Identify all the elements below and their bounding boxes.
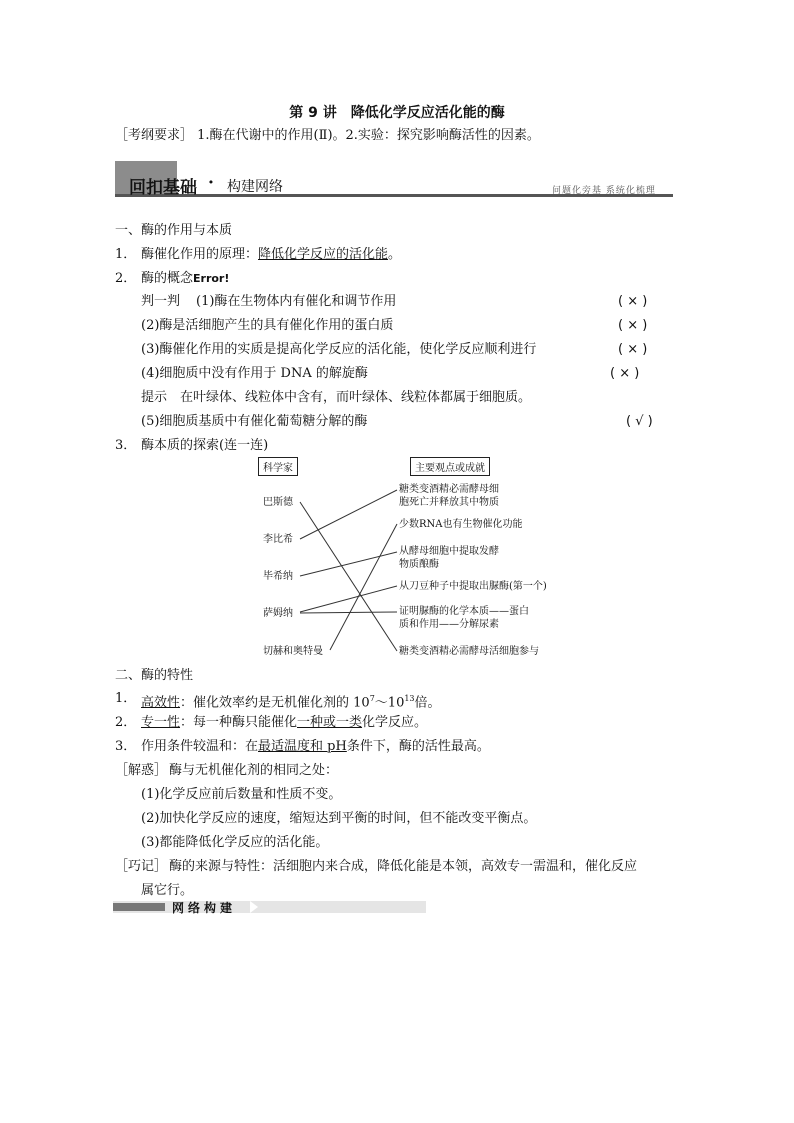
banner-title: 回扣基础 xyxy=(129,178,197,198)
s1-p2-num: 2． xyxy=(115,271,137,286)
s1-p3-text: 酶本质的探索(连一连) xyxy=(141,438,269,453)
link-buchner xyxy=(300,552,397,576)
network-bar-accent xyxy=(113,903,165,911)
view-line: 糖类变酒精必需酵母活细胞参与 xyxy=(399,646,539,657)
view-line: 从刀豆种子中提取出脲酶(第一个) xyxy=(399,581,547,592)
view-line: 证明脲酶的化学本质——蛋白 xyxy=(399,606,529,617)
judge-item-1: (1)酶在生物体内有催化和调节作用 xyxy=(196,294,397,309)
judge-item-3: (3)酶催化作用的实质是提高化学反应的活化能，使化学反应顺利进行 xyxy=(141,342,537,357)
s2-p1 xyxy=(141,690,441,712)
s1-p1-num: 1． xyxy=(115,247,137,262)
s2-p2-num: 2． xyxy=(115,715,137,730)
s2-p2-answer: 专一性 xyxy=(141,715,181,730)
qiaoji-label: ［巧记］ xyxy=(115,859,168,874)
link-sumner-1 xyxy=(300,586,397,612)
chevron-right-icon xyxy=(250,901,258,913)
s1-p2-text: 酶的概念 xyxy=(141,271,194,286)
s2-p3-num: 3． xyxy=(115,739,137,754)
link-liebig xyxy=(300,490,397,539)
judge-item-5: (5)细胞质基质中有催化葡萄糖分解的酶 xyxy=(141,414,368,429)
banner-tagline: 问题化旁基 系统化梳理 xyxy=(552,186,656,196)
page-title: 第 9 讲 降低化学反应活化能的酶 xyxy=(289,105,505,121)
banner-dot: · xyxy=(208,173,214,193)
scientist-buchner: 毕希纳 xyxy=(263,571,293,582)
diagram-right-header: 主要观点或成就 xyxy=(410,457,490,476)
view-line: 少数RNA也有生物催化功能 xyxy=(399,519,523,530)
s1-p1-text: 酶催化作用的原理： xyxy=(141,247,259,262)
qiaoji-line-2: 属它行。 xyxy=(141,883,194,898)
judge-item-2: (2)酶是活细胞产生的具有催化作用的蛋白质 xyxy=(141,318,394,333)
view-line: 从酵母细胞中提取发酵 xyxy=(399,546,499,557)
hint-text: 提示 在叶绿体、线粒体中含有，而叶绿体、线粒体都属于细胞质。 xyxy=(141,390,532,405)
s1-p3-num: 3． xyxy=(115,438,137,453)
banner-subtitle: 构建网络 xyxy=(227,179,283,195)
judge-label: 判一判 xyxy=(141,294,181,309)
network-label: 网络构建 xyxy=(172,901,237,915)
diagram-left-header: 科学家 xyxy=(258,457,298,476)
link-pasteur xyxy=(300,502,397,651)
qiaoji-line-1: 酶的来源与特性：活细胞内来合成，降低化能是本领，高效专一需温和，催化反应 xyxy=(169,859,638,874)
view-line: 胞死亡并释放其中物质 xyxy=(399,497,499,508)
s2-p1-num: 1． xyxy=(115,691,137,706)
view-line: 质和作用——分解尿素 xyxy=(399,619,499,630)
s2-p3 xyxy=(141,738,490,756)
judge-mark-3: ( × ) xyxy=(618,342,648,357)
jiehuo-label: ［解惑］ xyxy=(115,763,168,778)
s2-p1-exp2: 13 xyxy=(404,694,415,703)
section-1-heading: 一、酶的作用与本质 xyxy=(115,223,233,238)
judge-mark-2: ( × ) xyxy=(618,318,648,333)
jiehuo-item-3: (3)都能降低化学反应的活化能。 xyxy=(141,835,329,850)
s2-p1-end: 倍。 xyxy=(414,695,441,711)
jiehuo-item-2: (2)加快化学反应的速度，缩短达到平衡的时间，但不能改变平衡点。 xyxy=(141,811,537,826)
jiehuo-text: 酶与无机催化剂的相同之处： xyxy=(169,763,339,778)
link-cech-altman xyxy=(330,524,397,650)
scientist-liebig: 李比希 xyxy=(263,534,293,545)
link-sumner-2 xyxy=(300,612,397,613)
s2-p1-text: ：催化效率约是无机催化剂的 10 xyxy=(180,695,370,711)
view-line: 物质酿酶 xyxy=(399,559,439,570)
s2-p2-end: 化学反应。 xyxy=(362,715,428,730)
view-line: 糖类变酒精必需酵母细 xyxy=(399,484,499,495)
s2-p1-exp1: 7 xyxy=(369,694,375,703)
judge-item-4: (4)细胞质中没有作用于 DNA 的解旋酶 xyxy=(141,366,368,381)
s1-p1-end: 。 xyxy=(388,247,402,262)
s2-p1-answer: 高效性 xyxy=(141,695,181,711)
s2-p3-answer: 最适温度和 pH xyxy=(258,739,347,754)
jiehuo-item-1: (1)化学反应前后数量和性质不变。 xyxy=(141,787,342,802)
syllabus-requirements: ［考纲要求］ 1.酶在代谢中的作用(Ⅱ)。2.实验：探究影响酶活性的因素。 xyxy=(115,128,540,143)
s2-p2-answer2: 一种或一类 xyxy=(297,715,363,730)
judge-mark-5: ( √ ) xyxy=(626,414,653,429)
scientist-cech-altman: 切赫和奥特曼 xyxy=(263,646,323,657)
s2-p1-mid: ～10 xyxy=(374,695,405,711)
judge-mark-1: ( × ) xyxy=(618,294,648,309)
s2-p3-end: 条件下，酶的活性最高。 xyxy=(346,739,490,754)
scientist-pasteur: 巴斯德 xyxy=(263,497,293,508)
section-2-heading: 二、酶的特性 xyxy=(115,668,194,683)
s2-p3-text: 作用条件较温和：在 xyxy=(141,739,259,754)
s1-p1-answer: 降低化学反应的活化能 xyxy=(258,247,389,262)
s2-p2 xyxy=(141,714,427,732)
error-text: Error! xyxy=(193,272,230,285)
s2-p2-text: ：每一种酶只能催化 xyxy=(180,715,298,730)
scientist-sumner: 萨姆纳 xyxy=(263,608,293,619)
judge-mark-4: ( × ) xyxy=(610,366,640,381)
